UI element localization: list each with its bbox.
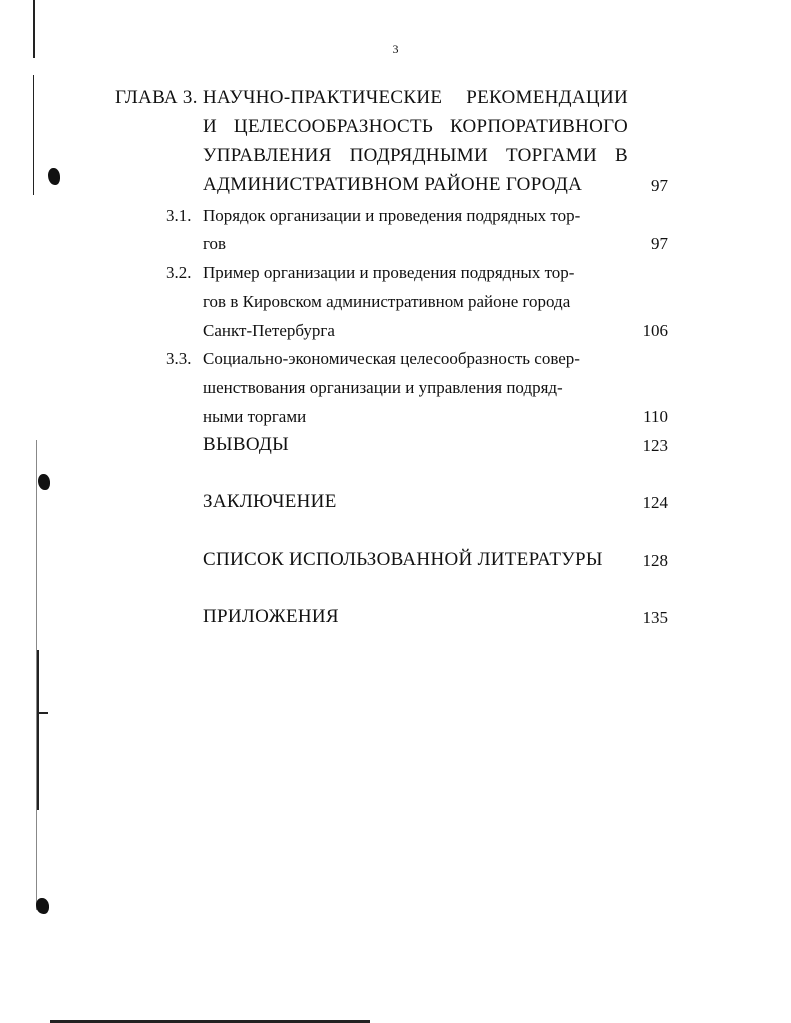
chapter-title-word: КОРПОРАТИВНОГО: [449, 116, 628, 137]
toc-entry-page: 124: [642, 493, 668, 512]
page-number: 3: [392, 42, 399, 56]
section-title-line: [203, 206, 628, 226]
section-title-line: Санкт-Петербурга: [203, 321, 335, 340]
chapter-title-word: В: [615, 145, 628, 166]
toc-entry-title: ПРИЛОЖЕНИЯ: [203, 606, 339, 627]
section-page: 106: [642, 321, 668, 340]
chapter-title-line: [203, 116, 628, 138]
toc-entry-title: ВЫВОДЫ: [203, 434, 290, 455]
scan-edge-line: [37, 650, 39, 810]
toc-entry-page: 123: [642, 436, 668, 455]
section-page: 110: [643, 407, 668, 426]
chapter-page: 97: [651, 176, 668, 195]
toc-entry-page: 128: [642, 551, 668, 570]
chapter-title-word: ТОРГАМИ: [506, 145, 597, 166]
ink-blot: [38, 474, 50, 490]
section-page: 97: [651, 234, 668, 253]
section-title-line: Пример организации и проведения подрядных тор-: [203, 263, 575, 282]
section-text: Порядок организации и проведения подрядных тор-: [203, 206, 581, 225]
ink-blot: [48, 168, 60, 185]
ink-blot: [36, 898, 49, 914]
toc-entry-title: ЗАКЛЮЧЕНИЕ: [203, 491, 337, 512]
section-number: 3.2.: [166, 263, 192, 282]
chapter-title-word: НАУЧНО-ПРАКТИЧЕСКИЕ: [203, 87, 443, 108]
section-title-line: гов: [203, 234, 227, 253]
chapter-title-word: И: [203, 116, 218, 137]
section-number: 3.3.: [166, 349, 192, 368]
chapter-title-line: АДМИНИСТРАТИВНОМ РАЙОНЕ ГОРОДА: [203, 174, 583, 195]
section-number: 3.1.: [166, 206, 192, 225]
chapter-label: ГЛАВА 3.: [115, 87, 198, 108]
chapter-title-word: УПРАВЛЕНИЯ: [203, 145, 332, 166]
toc-entry-title: СПИСОК ИСПОЛЬЗОВАННОЙ ЛИТЕРАТУРЫ: [203, 549, 603, 570]
scan-edge-line: [33, 75, 34, 195]
chapter-title-word: РЕКОМЕНДАЦИИ: [466, 87, 628, 108]
section-title-line: ными торгами: [203, 407, 307, 426]
scan-edge-line: [39, 712, 48, 714]
chapter-title-line: [203, 87, 628, 109]
section-title-line: шенствования организации и управления подряд-: [203, 378, 563, 397]
chapter-title-word: ПОДРЯДНЫМИ: [349, 145, 488, 166]
toc-entry-page: 135: [642, 608, 668, 627]
section-title-line: Социально-экономическая целесообразность совер-: [203, 349, 580, 368]
chapter-title-word: ЦЕЛЕСООБРАЗНОСТЬ: [233, 116, 434, 137]
chapter-title-line: [203, 145, 628, 167]
section-title-line: гов в Кировском административном районе города: [203, 292, 571, 311]
